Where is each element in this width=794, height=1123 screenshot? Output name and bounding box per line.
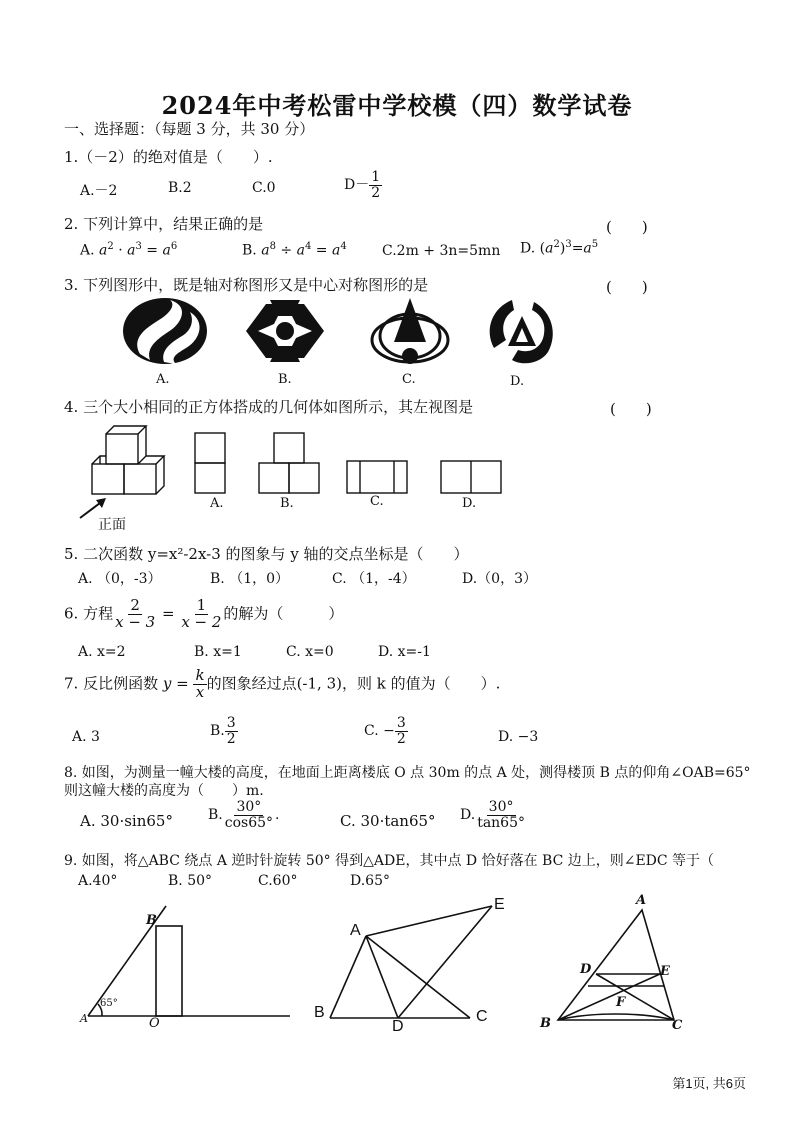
fig2-label-a: A [350, 922, 361, 939]
fig2-label-e: E [494, 896, 505, 913]
q8-line1: 8. 如图，为测量一幢大楼的高度，在地面上距离楼底 O 点 30m 的点 A 处，测得楼顶 B 点的仰角∠OAB=65° [64, 765, 751, 781]
q2-option-c[interactable]: C.2m + 3n=5mn [382, 243, 501, 259]
page-number: 第1页, 共6页 [672, 1076, 746, 1091]
q6-option-d[interactable]: D. x=-1 [378, 644, 431, 660]
q1-option-d[interactable] [344, 170, 382, 200]
q2-option-a[interactable]: A. $a^2 \cdot a^3 = a^6$ [80, 241, 178, 259]
symbol-b-icon [240, 296, 330, 366]
q6-stem: 6. 方程 $\frac{2}{x - 3}$ = $\frac{1}{x - 2}$ 的解为（ ） [64, 596, 344, 631]
q1-stem: 1.（－2）的绝对值是（ ）. [64, 148, 273, 166]
q7-stem: 7. 反比例函数 y = $\frac{k}{x}$ 的图象经过点(-1, 3)，则 k 的值为（ ）. [64, 666, 501, 701]
q7-option-c[interactable]: C. − $\frac{3}{2}$ [364, 715, 406, 747]
page-title: 2024年中考松雷中学校模（四）数学试卷 [161, 91, 633, 120]
q9-option-a[interactable]: A.40° [78, 873, 118, 889]
q9-stem: 9. 如图，将△ABC 绕点 A 逆时针旋转 50° 得到△ADE，其中点 D 恰好落在 BC 边上，则∠EDC 等于（ [64, 853, 715, 869]
symbol-c-icon [368, 294, 452, 368]
q3-stem: 3. 下列图形中，既是轴对称图形又是中心对称图形的是 [64, 276, 429, 294]
q8-option-d[interactable]: D. $\frac{30^\circ}{\tan 65^\circ}$ [460, 799, 525, 831]
fig3-label-b: B [540, 1016, 551, 1031]
q3-label-d[interactable]: D. [510, 374, 525, 389]
q3-label-c[interactable]: C. [402, 372, 416, 387]
view-d-icon [440, 460, 502, 494]
view-a-icon [194, 432, 226, 494]
q1-option-a[interactable]: A.－2 [80, 183, 118, 199]
section-heading: 一、选择题：（每题 3 分，共 30 分） [64, 120, 315, 138]
q2-option-d[interactable]: D. $(a^2)^3=a^5$ [520, 239, 599, 257]
q8-option-a[interactable]: A. 30·sin65° [80, 812, 173, 830]
q7-prefix: 7. 反比例函数 [64, 674, 159, 693]
q3-answer-paren[interactable]: ( ) [606, 278, 648, 296]
view-b-icon [258, 432, 320, 494]
cube-solid-figure [76, 420, 176, 528]
symbol-d-icon [482, 294, 562, 368]
q5-stem: 5. 二次函数 y=x²-2x-3 的图象与 y 轴的交点坐标是（ ） [64, 545, 469, 563]
q1-d-fraction: $\frac{1}{2}$ [371, 169, 381, 201]
q2-stem: 2. 下列计算中，结果正确的是 [64, 215, 264, 233]
q1-option-c[interactable]: C.0 [252, 180, 276, 196]
front-view-label: 正面 [98, 517, 126, 533]
fig3-label-a: A [636, 893, 647, 908]
q4-label-c[interactable]: C. [370, 494, 384, 509]
q7-suffix: 的图象经过点(-1, 3)，则 k 的值为（ ）. [206, 674, 501, 693]
fig3-label-f: F [616, 995, 626, 1010]
q9-option-b[interactable]: B. 50° [168, 873, 213, 889]
q4-answer-paren[interactable]: ( ) [610, 400, 652, 418]
fig1-label-b: B [146, 913, 157, 928]
q5-option-c[interactable]: C. （1，-4） [332, 571, 416, 587]
q2-answer-paren[interactable]: ( ) [606, 218, 648, 236]
q8-option-b[interactable]: B. $\frac{30^\circ}{\cos 65^\circ}$ . [208, 799, 280, 831]
fig1-label-a: A [80, 1012, 88, 1025]
building-figure [80, 904, 300, 1034]
q9-option-c[interactable]: C.60° [258, 873, 298, 889]
q8-option-c[interactable]: C. 30·tan65° [340, 812, 436, 830]
q7-option-a[interactable]: A. 3 [72, 729, 100, 745]
q6-option-c[interactable]: C. x=0 [286, 644, 334, 660]
fig2-label-c: C [476, 1008, 488, 1025]
symbol-a-icon [120, 296, 210, 366]
q4-label-b[interactable]: B. [280, 496, 294, 511]
q6-option-b[interactable]: B. x=1 [194, 644, 242, 660]
fig1-angle-label: 65° [100, 998, 118, 1009]
fig2-label-b: B [314, 1004, 325, 1021]
q5-option-a[interactable]: A. （0，-3） [78, 571, 162, 587]
q4-label-d[interactable]: D. [462, 496, 477, 511]
q7-option-d[interactable]: D. −3 [498, 729, 539, 745]
fig3-label-e: E [660, 964, 670, 979]
q5-option-b[interactable]: B. （1，0） [210, 571, 290, 587]
q9-option-d[interactable]: D.65° [350, 873, 390, 889]
fig3-label-c: C [672, 1018, 683, 1033]
q1-d-prefix: D－ [344, 177, 370, 194]
q6-option-a[interactable]: A. x=2 [78, 644, 126, 660]
q8-line2: 则这幢大楼的高度为（ ）m. [64, 783, 264, 799]
fig2-label-d: D [392, 1018, 404, 1035]
q4-label-a[interactable]: A. [210, 496, 224, 511]
view-c-icon [346, 460, 408, 494]
q4-stem: 4. 三个大小相同的正方体搭成的几何体如图所示，其左视图是 [64, 398, 474, 416]
q3-label-a[interactable]: A. [156, 372, 170, 387]
q1-option-b[interactable]: B.2 [168, 180, 192, 196]
q3-label-b[interactable]: B. [278, 372, 292, 387]
q6-prefix: 6. 方程 [64, 604, 114, 623]
q5-option-d[interactable]: D.（0，3） [462, 571, 537, 587]
q2-option-b[interactable]: B. $a^8 \div a^4 = a^4$ [242, 241, 347, 259]
fig3-label-d: D [580, 962, 592, 977]
q6-suffix: 的解为（ ） [223, 604, 344, 623]
q7-option-b[interactable]: B. $\frac{3}{2}$ [210, 715, 236, 747]
fig1-label-o: O [149, 1016, 160, 1031]
